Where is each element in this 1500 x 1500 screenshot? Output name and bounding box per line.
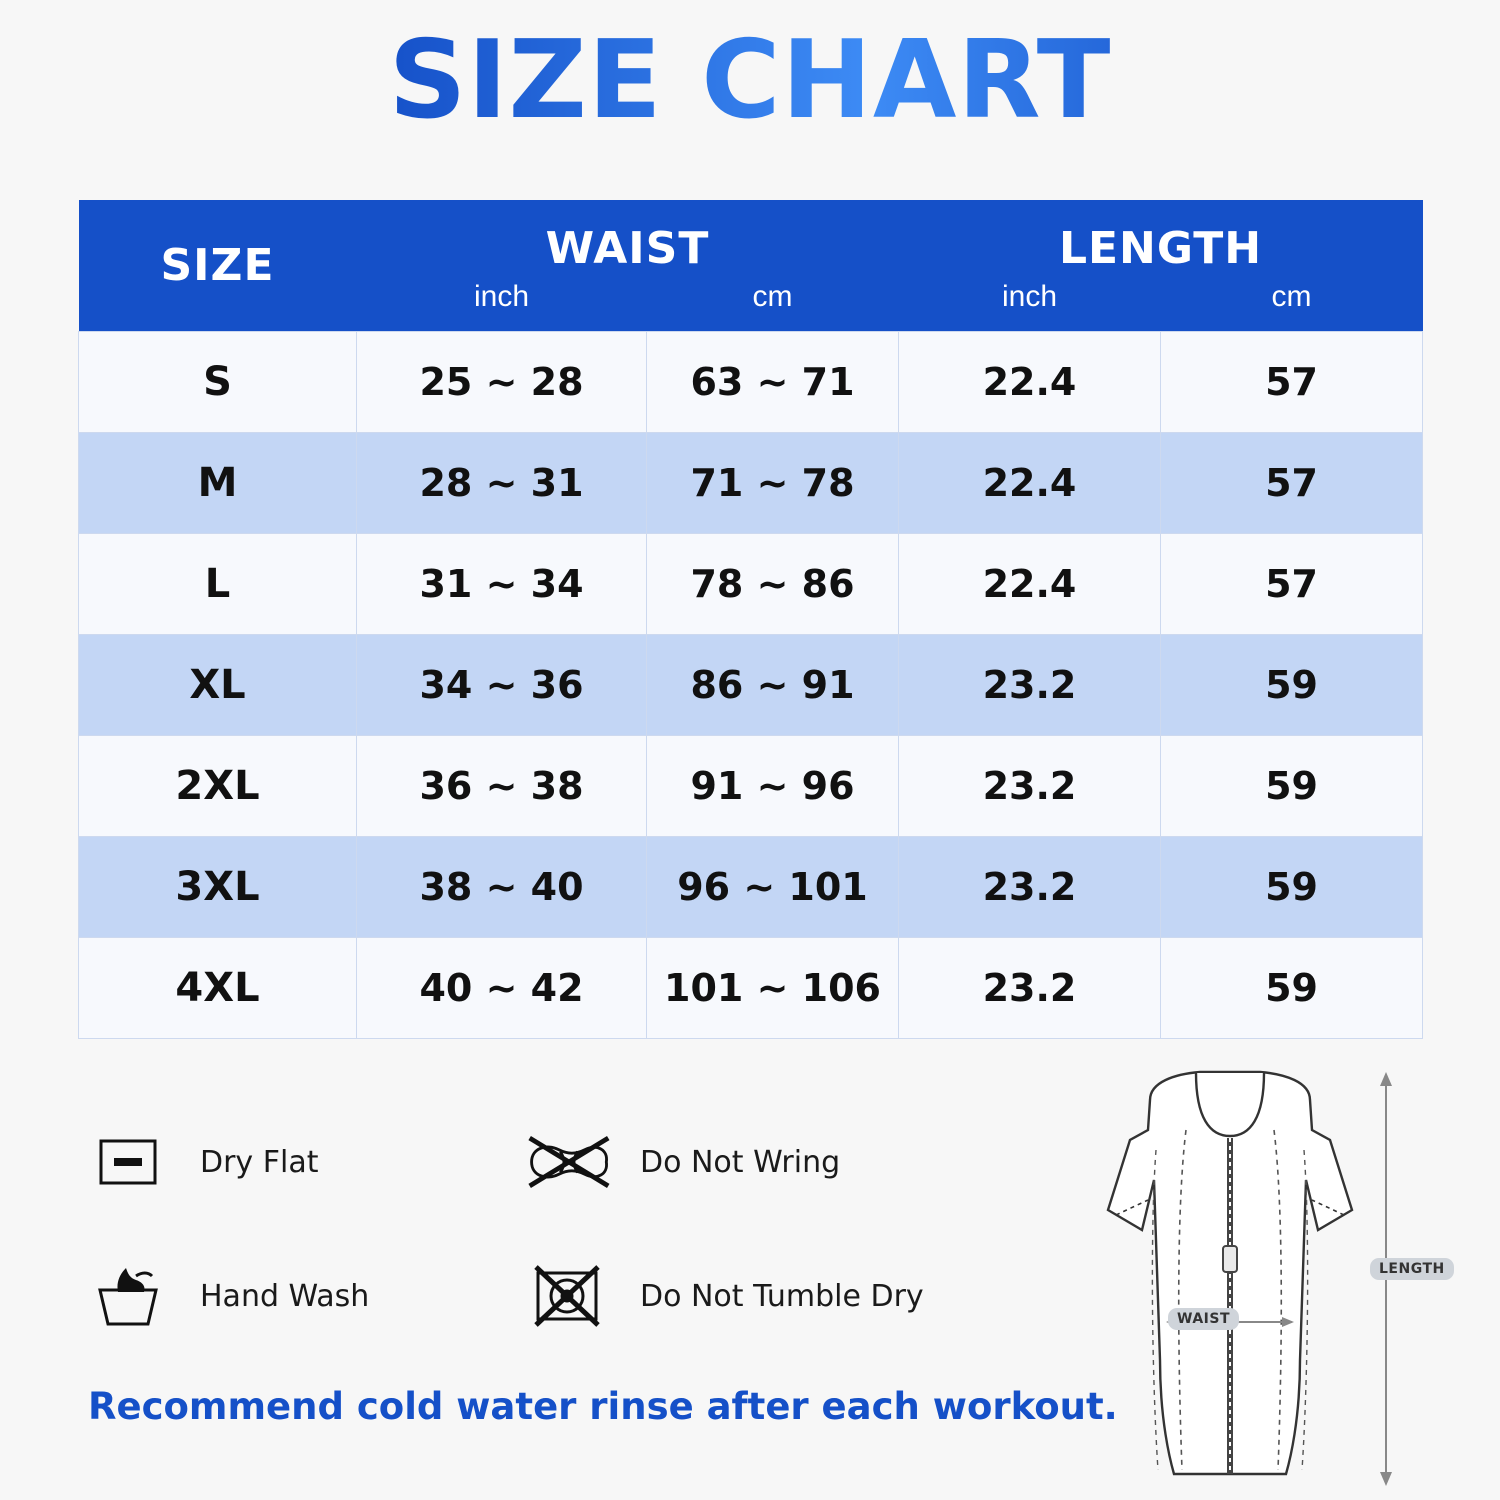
size-chart-table-wrapper xyxy=(78,200,1422,1039)
cell-waist-inch: 38 ~ 40 xyxy=(357,837,647,938)
cell-length-inch: 23.2 xyxy=(899,736,1161,837)
table-row xyxy=(79,938,1423,1039)
table-row xyxy=(79,332,1423,433)
cell-size: 2XL xyxy=(79,736,357,837)
cell-waist-inch: 25 ~ 28 xyxy=(357,332,647,433)
cell-length-cm: 57 xyxy=(1161,534,1423,635)
care-label-do-not-tumble-dry: Do Not Tumble Dry xyxy=(640,1278,924,1314)
cell-length-inch: 22.4 xyxy=(899,332,1161,433)
dry-flat-icon xyxy=(82,1116,174,1208)
cell-waist-cm: 101 ~ 106 xyxy=(647,938,899,1039)
cell-size: L xyxy=(79,534,357,635)
subcol-length-inch xyxy=(899,275,1161,332)
cell-waist-cm: 96 ~ 101 xyxy=(647,837,899,938)
cell-size: XL xyxy=(79,635,357,736)
subcol-length-cm-label: cm xyxy=(1271,280,1312,313)
care-label-hand-wash: Hand Wash xyxy=(200,1278,370,1314)
table-row xyxy=(79,837,1423,938)
subcol-length-cm xyxy=(1161,275,1423,332)
subcol-waist-cm-label: cm xyxy=(752,280,793,313)
cell-length-inch: 22.4 xyxy=(899,534,1161,635)
subcol-waist-cm xyxy=(647,275,899,332)
cell-size: S xyxy=(79,332,357,433)
table-row xyxy=(79,433,1423,534)
hand-wash-icon xyxy=(82,1250,174,1342)
care-label-do-not-wring: Do Not Wring xyxy=(640,1144,841,1180)
cell-length-cm: 59 xyxy=(1161,736,1423,837)
col-header-length xyxy=(899,200,1423,275)
cell-length-cm: 57 xyxy=(1161,433,1423,534)
care-row-2 xyxy=(82,1229,982,1363)
care-item-do-not-tumble-dry xyxy=(522,1250,962,1342)
cell-waist-cm: 71 ~ 78 xyxy=(647,433,899,534)
subcol-waist-inch-label: inch xyxy=(473,280,530,313)
cell-waist-cm: 78 ~ 86 xyxy=(647,534,899,635)
care-instructions xyxy=(82,1095,982,1363)
subcol-waist-inch xyxy=(357,275,647,332)
cell-waist-cm: 86 ~ 91 xyxy=(647,635,899,736)
cell-waist-inch: 36 ~ 38 xyxy=(357,736,647,837)
cell-length-inch: 23.2 xyxy=(899,938,1161,1039)
care-item-dry-flat xyxy=(82,1116,522,1208)
cell-waist-inch: 28 ~ 31 xyxy=(357,433,647,534)
cell-size: M xyxy=(79,433,357,534)
cell-waist-cm: 91 ~ 96 xyxy=(647,736,899,837)
col-header-waist-label: WAIST xyxy=(545,223,710,274)
waist-measure-tag: WAIST xyxy=(1168,1308,1239,1330)
cell-length-cm: 59 xyxy=(1161,938,1423,1039)
col-header-size: SIZE xyxy=(79,200,357,332)
cell-waist-inch: 34 ~ 36 xyxy=(357,635,647,736)
cell-waist-inch: 40 ~ 42 xyxy=(357,938,647,1039)
page-title: SIZE CHART xyxy=(0,0,1500,143)
care-label-dry-flat: Dry Flat xyxy=(200,1144,319,1180)
subcol-length-inch-label: inch xyxy=(1001,280,1058,313)
cell-length-cm: 59 xyxy=(1161,635,1423,736)
garment-diagram xyxy=(1000,1060,1460,1490)
size-chart-table xyxy=(78,200,1423,1039)
cell-size: 3XL xyxy=(79,837,357,938)
cell-length-inch: 22.4 xyxy=(899,433,1161,534)
care-item-hand-wash xyxy=(82,1250,522,1342)
cell-length-inch: 23.2 xyxy=(899,635,1161,736)
cell-size: 4XL xyxy=(79,938,357,1039)
recommendation-text: Recommend cold water rinse after each workout. xyxy=(88,1385,1118,1428)
cell-length-cm: 57 xyxy=(1161,332,1423,433)
cell-length-inch: 23.2 xyxy=(899,837,1161,938)
care-item-do-not-wring xyxy=(522,1116,962,1208)
cell-length-cm: 59 xyxy=(1161,837,1423,938)
table-row xyxy=(79,635,1423,736)
table-row xyxy=(79,736,1423,837)
col-header-waist xyxy=(357,200,899,275)
col-header-length-label: LENGTH xyxy=(1058,223,1263,274)
cell-waist-cm: 63 ~ 71 xyxy=(647,332,899,433)
do-not-wring-icon xyxy=(522,1116,614,1208)
do-not-tumble-dry-icon xyxy=(522,1250,614,1342)
cell-waist-inch: 31 ~ 34 xyxy=(357,534,647,635)
table-row xyxy=(79,534,1423,635)
length-measure-tag: LENGTH xyxy=(1370,1258,1454,1280)
table-header-row xyxy=(79,200,1423,275)
care-row-1 xyxy=(82,1095,982,1229)
